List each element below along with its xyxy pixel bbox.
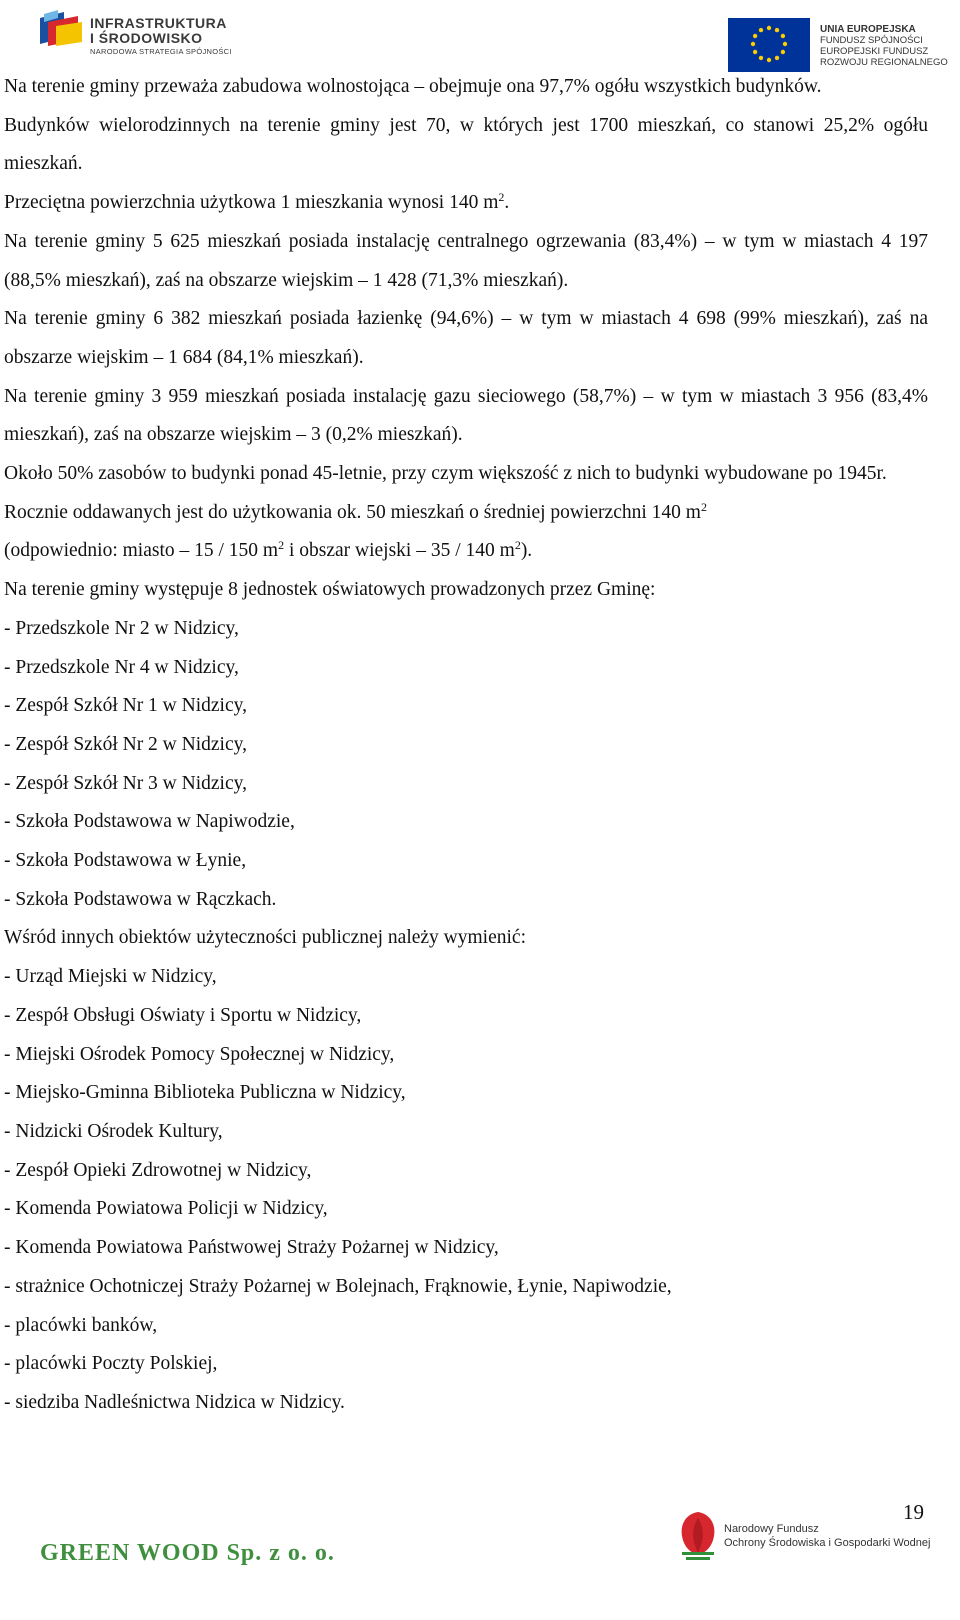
list-item-school: - Przedszkole Nr 2 w Nidzicy, (4, 617, 239, 639)
company-name: GREEN WOOD Sp. z o. o. (40, 1540, 335, 1566)
page-number: 19 (903, 1500, 924, 1524)
list-item-public-facility: - Komenda Powiatowa Państwowej Straży Pożarnej w Nidzicy, (4, 1237, 499, 1259)
paragraph-gas: Na terenie gminy 3 959 mieszkań posiada instalację gazu sieciowego (58,7%) – w tym w miastach 3 956 (83,4% mieszkań), zaś na obszarze wiejskim – 3 (0,2% mieszkań). (4, 385, 928, 446)
public-facilities-intro: Wśród innych obiektów użyteczności publicznej należy wymienić: (4, 927, 526, 949)
list-item-public-facility: - Miejski Ośrodek Pomocy Społecznej w Nidzicy, (4, 1043, 395, 1065)
list-item-school: - Przedszkole Nr 4 w Nidzicy, (4, 656, 239, 678)
list-item-public-facility: - Zespół Opieki Zdrowotnej w Nidzicy, (4, 1159, 312, 1181)
list-item-public-facility: - Urząd Miejski w Nidzicy, (4, 966, 217, 988)
list-item-public-facility: - Nidzicki Ośrodek Kultury, (4, 1120, 223, 1142)
eu-logo-line1: UNIA EUROPEJSKA (820, 24, 916, 35)
list-item-public-facility: - Komenda Powiatowa Policji w Nidzicy, (4, 1198, 328, 1220)
paragraph-building-age: Około 50% zasobów to budynki ponad 45-letnie, przy czym większość z nich to budynki wybudowane po 1945r. (4, 463, 887, 485)
list-item-school: - Zespół Szkół Nr 1 w Nidzicy, (4, 695, 247, 717)
nfosigw-line2: Ochrony Środowiska i Gospodarki Wodnej (724, 1537, 931, 1549)
eu-logo (728, 14, 960, 72)
list-item-school: - Szkoła Podstawowa w Napiwodzie, (4, 811, 295, 833)
logo-title-line2: I ŚRODOWISKO (90, 30, 203, 46)
paragraph-new-housing: Rocznie oddawanych jest do użytkowania ok. 50 mieszkań o średniej powierzchni 140 $m^2$ (odpowiednio: miasto – 15 / 150 $m^2$ i obszar wiejski – 35 / 140 $m^2$). (4, 499, 707, 562)
logo-title-line1: INFRASTRUKTURA (90, 15, 227, 31)
eu-logo-line3: EUROPEJSKI FUNDUSZ (820, 46, 929, 57)
paragraph-building-type: Na terenie gminy przeważa zabudowa wolnostojąca – obejmuje ona 97,7% ogółu wszystkich budynków. (4, 76, 822, 97)
list-item-public-facility: - placówki Poczty Polskiej, (4, 1353, 218, 1375)
schools-intro: Na terenie gminy występuje 8 jednostek oświatowych prowadzonych przez Gminę: (4, 579, 656, 601)
list-item-school: - Zespół Szkół Nr 3 w Nidzicy, (4, 772, 247, 794)
list-item-public-facility: - Zespół Obsługi Oświaty i Sportu w Nidzicy, (4, 1004, 362, 1026)
eu-flag-icon (728, 18, 810, 72)
eu-logo-line2: FUNDUSZ SPÓJNOŚCI (820, 35, 923, 46)
nfosigw-emblem-icon (676, 1508, 720, 1564)
infrastruktura-srodowisko-logo (38, 8, 238, 54)
paragraph-bathroom: Na terenie gminy 6 382 mieszkań posiada łazienkę (94,6%) – w tym w miastach 4 698 (99% mieszkań), zaś na obszarze wiejskim – 1 684 (84,1% mieszkań). (4, 308, 928, 368)
list-item-school: - Szkoła Podstawowa w Łynie, (4, 850, 247, 872)
list-item-public-facility: - siedziba Nadleśnictwa Nidzica w Nidzicy. (4, 1391, 345, 1413)
list-item-public-facility: - placówki banków, (4, 1314, 158, 1336)
nfosigw-logo (676, 1508, 960, 1570)
document-body (4, 68, 928, 1423)
paragraph-average-area: Przeciętna powierzchnia użytkowa 1 mieszkania wynosi 140 $m^2$. (4, 190, 510, 214)
paragraph-multifamily: Budynków wielorodzinnych na terenie gminy jest 70, w których jest 1700 mieszkań, co stanowi 25,2% ogółu mieszkań. (4, 114, 928, 175)
list-item-school: - Szkoła Podstawowa w Rączkach. (4, 888, 277, 910)
list-item-public-facility: - Miejsko-Gminna Biblioteka Publiczna w Nidzicy, (4, 1082, 406, 1104)
list-item-school: - Zespół Szkół Nr 2 w Nidzicy, (4, 733, 247, 755)
eu-logo-line4: ROZWOJU REGIONALNEGO (820, 57, 948, 68)
list-item-public-facility: - strażnice Ochotniczej Straży Pożarnej w Bolejnach, Frąknowie, Łynie, Napiwodzie, (4, 1275, 672, 1297)
logo-subtitle: NARODOWA STRATEGIA SPÓJNOŚCI (90, 47, 232, 56)
nfosigw-line1: Narodowy Fundusz (724, 1523, 819, 1535)
nss-flag-icon (38, 8, 84, 48)
paragraph-central-heating: Na terenie gminy 5 625 mieszkań posiada instalację centralnego ogrzewania (83,4%) – w tym w miastach 4 197 (88,5% mieszkań), zaś na obszarze wiejskim – 1 428 (71,3% mieszkań). (4, 230, 928, 291)
